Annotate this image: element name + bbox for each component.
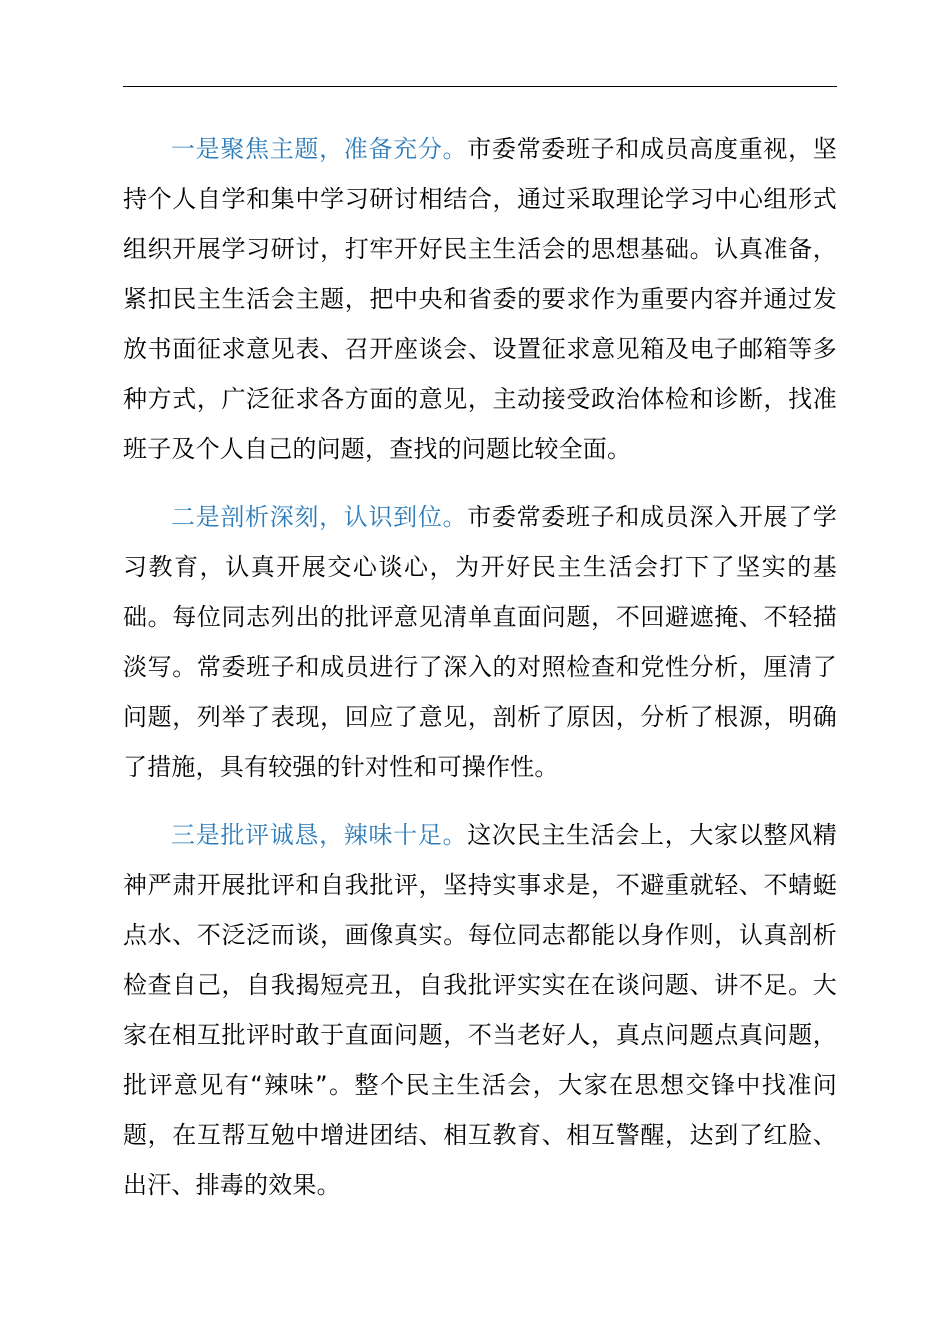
paragraph-2-heading: 二是剖析深刻，认识到位。 (171, 503, 468, 531)
document-body (123, 124, 837, 1228)
paragraph-1-heading: 一是聚焦主题，准备充分。 (171, 135, 468, 163)
paragraph-3 (123, 810, 837, 1210)
paragraph-3-text: 这次民主生活会上，大家以整风精神严肃开展批评和自我批评，坚持实事求是，不避重就轻、不蜻蜓点水、不泛泛而谈，画像真实。每位同志都能以身作则，认真剖析检查自己，自我揭短亮丑，自我批评实实在在谈问题、讲不足。大家在相互批评时敢于直面问题，不当老好人，真点问题点真问题，批评意见有“辣味”。整个民主生活会，大家在思想交锋中找准问题，在互帮互勉中增进团结、相互教育、相互警醒，达到了红脸、出汗、排毒的效果。 (123, 821, 837, 1199)
header-rule (123, 86, 837, 87)
paragraph-1-text: 市委常委班子和成员高度重视，坚持个人自学和集中学习研讨相结合，通过采取理论学习中心组形式组织开展学习研讨，打牢开好民主生活会的思想基础。认真准备，紧扣民主生活会主题，把中央和省委的要求作为重要内容并通过发放书面征求意见表、召开座谈会、设置征求意见箱及电子邮箱等多种方式，广泛征求各方面的意见，主动接受政治体检和诊断，找准班子及个人自己的问题，查找的问题比较全面。 (123, 135, 837, 463)
paragraph-3-heading: 三是批评诚恳，辣味十足。 (171, 821, 468, 849)
paragraph-1 (123, 124, 837, 474)
paragraph-2 (123, 492, 837, 792)
paragraph-2-text: 市委常委班子和成员深入开展了学习教育，认真开展交心谈心，为开好民主生活会打下了坚实的基础。每位同志列出的批评意见清单直面问题，不回避遮掩、不轻描淡写。常委班子和成员进行了深入的对照检查和党性分析，厘清了问题，列举了表现，回应了意见，剖析了原因，分析了根源，明确了措施，具有较强的针对性和可操作性。 (123, 503, 837, 781)
